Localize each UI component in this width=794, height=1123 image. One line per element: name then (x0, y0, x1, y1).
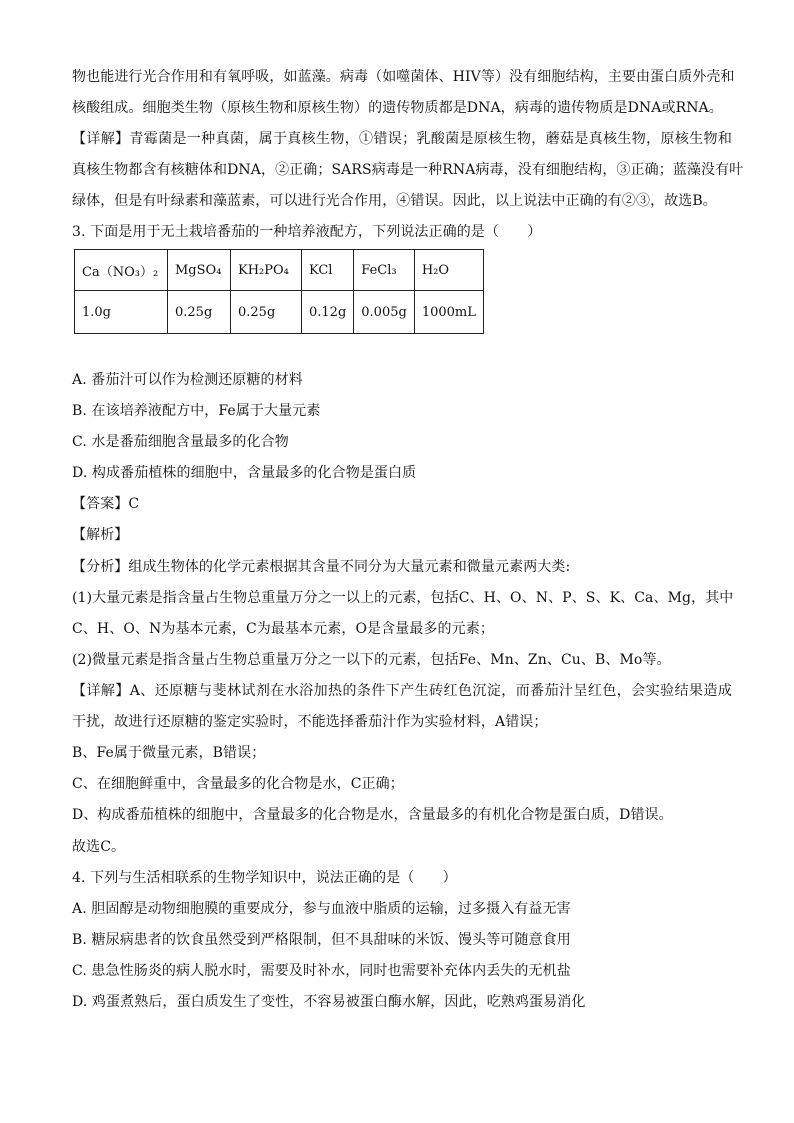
option-c: C. 水是番茄细胞含量最多的化合物 (72, 434, 289, 450)
table-header-cell: FeCl₃ (354, 250, 415, 291)
paragraph-line: (2)微量元素是指含量占生物总重量万分之一以下的元素，包括Fe、Mn、Zn、Cu、B、Mo等。 (72, 652, 671, 668)
paragraph-line: 真核生物都含有核糖体和DNA，②正确；SARS病毒是一种RNA病毒，没有细胞结构，③正确；蓝藻没有叶 (72, 162, 744, 178)
option-d: D. 构成番茄植株的细胞中，含量最多的化合物是蛋白质 (72, 465, 417, 481)
table-cell: 0.12g (302, 291, 354, 334)
table-cell: 0.25g (168, 291, 231, 334)
paragraph-line: 【详解】A、还原糖与斐林试剂在水浴加热的条件下产生砖红色沉淀，而番茄汁呈红色，会实验结果造成 (72, 683, 732, 699)
paragraph-line: 物也能进行光合作用和有氧呼吸，如蓝藻。病毒（如噬菌体、HIV等）没有细胞结构，主要由蛋白质外壳和 (72, 69, 735, 85)
answer-line: 【答案】C (72, 496, 140, 512)
table-header-row (75, 250, 484, 291)
table-header-cell: MgSO₄ (168, 250, 231, 291)
table-row (75, 291, 484, 334)
question-stem: 4. 下列与生活相联系的生物学知识中，说法正确的是（ ） (72, 870, 457, 886)
paragraph-line: 干扰，故进行还原糖的鉴定实验时，不能选择番茄汁作为实验材料，A错误； (72, 714, 548, 730)
paragraph-line: 【分析】组成生物体的化学元素根据其含量不同分为大量元素和微量元素两大类: (72, 559, 571, 575)
paragraph-line: C、H、O、N为基本元素，C为最基本元素，O是含量最多的元素； (72, 621, 494, 637)
option-b: B. 糖尿病患者的饮食虽然受到严格限制，但不具甜味的米饭、馒头等可随意食用 (72, 932, 571, 948)
table-cell: 1.0g (75, 291, 168, 334)
question-stem: 3. 下面是用于无土栽培番茄的一种培养液配方，下列说法正确的是（ ） (72, 224, 542, 240)
paragraph-line: 故选C。 (72, 839, 126, 855)
table-cell: 0.25g (231, 291, 302, 334)
paragraph-line: D、构成番茄植株的细胞中，含量最多的化合物是水，含量最多的有机化合物是蛋白质，D错误。 (72, 807, 673, 823)
nutrient-solution-table (74, 249, 484, 334)
analysis-heading: 【解析】 (72, 527, 129, 543)
option-a: A. 番茄汁可以作为检测还原糖的材料 (72, 372, 303, 388)
option-d: D. 鸡蛋煮熟后，蛋白质发生了变性，不容易被蛋白酶水解，因此，吃熟鸡蛋易消化 (72, 994, 586, 1010)
paragraph-line: (1)大量元素是指含量占生物总重量万分之一以上的元素，包括C、H、O、N、P、S、K、Ca、Mg，其中 (72, 590, 734, 606)
paragraph-line: 核酸组成。细胞类生物（原核生物和原核生物）的遗传物质都是DNA，病毒的遗传物质是DNA或RNA。 (72, 100, 723, 116)
paragraph-line: B、Fe属于微量元素，B错误； (72, 745, 266, 761)
paragraph-line: 【详解】青霉菌是一种真菌，属于真核生物，①错误；乳酸菌是原核生物，蘑菇是真核生物，原核生物和 (72, 131, 732, 147)
paragraph-line: 绿体，但是有叶绿素和藻蓝素，可以进行光合作用，④错误。因此，以上说法中正确的有②③，故选B。 (72, 193, 717, 209)
option-c: C. 患急性肠炎的病人脱水时，需要及时补水，同时也需要补充体内丢失的无机盐 (72, 963, 571, 979)
table-header-cell: KH₂PO₄ (231, 250, 302, 291)
table-header-cell: H₂O (414, 250, 483, 291)
option-a: A. 胆固醇是动物细胞膜的重要成分，参与血液中脂质的运输，过多摄入有益无害 (72, 901, 571, 917)
table-header-cell: KCl (302, 250, 354, 291)
table-cell: 1000mL (414, 291, 483, 334)
table-header-cell: Ca（NO₃）₂ (75, 250, 168, 291)
paragraph-line: C、在细胞鲜重中，含量最多的化合物是水，C正确； (72, 776, 404, 792)
table-cell: 0.005g (354, 291, 415, 334)
option-b: B. 在该培养液配方中，Fe属于大量元素 (72, 403, 321, 419)
